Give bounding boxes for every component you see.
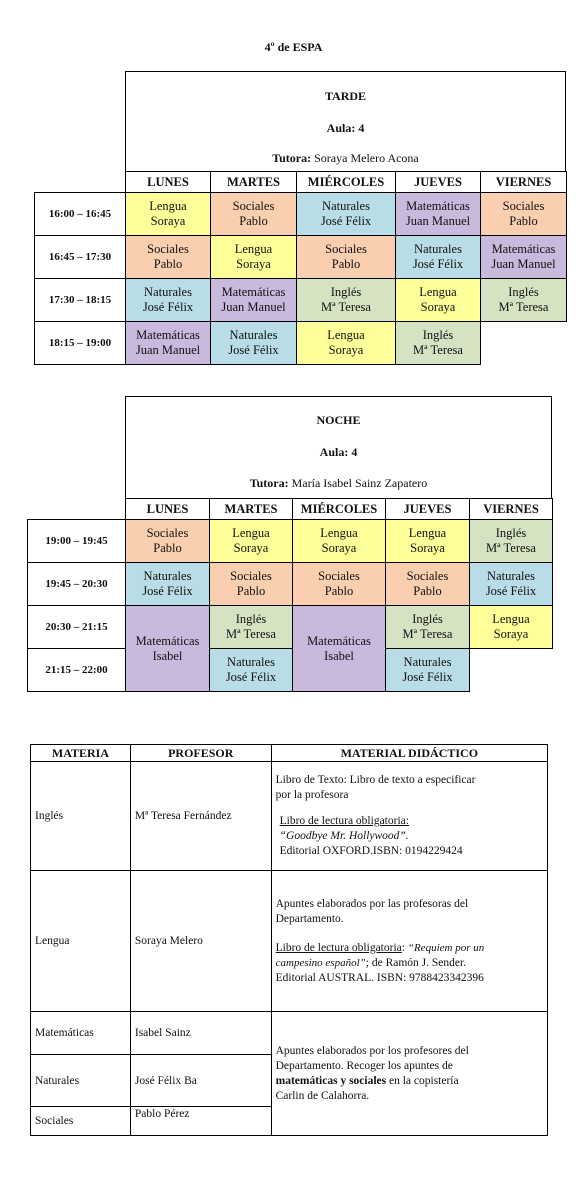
noche-aula: Aula: 4 bbox=[319, 445, 358, 459]
subject-name: Inglés bbox=[508, 285, 539, 299]
material-line: Editorial AUSTRAL. ISBN: 9788423342396 bbox=[275, 971, 484, 984]
class-slot bbox=[385, 605, 470, 649]
class-slot bbox=[125, 605, 210, 692]
class-slot bbox=[395, 278, 481, 322]
class-slot bbox=[296, 278, 396, 322]
day-header: VIERNES bbox=[469, 498, 553, 520]
subject-name: Sociales bbox=[147, 242, 189, 256]
subject-name: Sociales bbox=[230, 569, 272, 583]
class-slot bbox=[480, 278, 567, 322]
subject-name: Inglés bbox=[422, 328, 454, 342]
teacher-cell: Mª Teresa Fernández bbox=[130, 762, 271, 871]
day-header: LUNES bbox=[125, 498, 210, 520]
class-slot bbox=[296, 321, 396, 365]
class-slot bbox=[385, 519, 470, 563]
bold-subjects: matemáticas y sociales bbox=[275, 1074, 387, 1087]
class-slot bbox=[125, 192, 211, 236]
header-profesor: PROFESOR bbox=[130, 745, 271, 762]
material-line: Apuntes elaborados por las profesoras del bbox=[275, 897, 469, 910]
book-title: “Requiem por un bbox=[407, 941, 485, 954]
noche-shift: NOCHE bbox=[316, 413, 361, 427]
class-slot bbox=[480, 235, 567, 279]
subject-name: Naturales bbox=[144, 285, 192, 299]
subject-name: Lengua bbox=[149, 199, 187, 213]
time-slot: 21:15 – 22:00 bbox=[27, 648, 126, 692]
class-slot bbox=[125, 519, 210, 563]
class-slot bbox=[125, 321, 211, 365]
teacher-name: José Félix bbox=[142, 300, 194, 314]
tarde-tutor-label: Tutora: bbox=[272, 151, 312, 165]
reading-line bbox=[276, 941, 543, 956]
class-slot bbox=[385, 562, 470, 606]
subject-name: Inglés bbox=[235, 612, 267, 626]
subject-name: Sociales bbox=[325, 242, 367, 256]
teacher-name: Juan Manuel bbox=[491, 257, 556, 271]
teacher-name: José Félix bbox=[320, 214, 372, 228]
class-slot bbox=[209, 648, 293, 692]
tarde-aula: Aula: 4 bbox=[326, 121, 365, 135]
class-slot bbox=[395, 321, 481, 365]
class-slot bbox=[125, 562, 210, 606]
subject-cell: Sociales bbox=[31, 1107, 131, 1136]
document-title: 4º de ESPA bbox=[264, 40, 323, 54]
teacher-name: José Félix bbox=[228, 343, 279, 357]
book-author: ; de Ramón J. Sender. bbox=[365, 956, 467, 969]
material-cell-shared bbox=[271, 1012, 547, 1136]
subject-name: Naturales bbox=[414, 242, 462, 256]
header-materia: MATERIA bbox=[31, 745, 131, 762]
colon: : bbox=[401, 941, 405, 954]
book-title-cont: campesino español” bbox=[275, 956, 366, 969]
day-header: MARTES bbox=[209, 498, 293, 520]
teacher-name: Mª Teresa bbox=[498, 300, 549, 314]
noche-tutor bbox=[126, 476, 551, 491]
tarde-tutor-name: Soraya Melero Acona bbox=[314, 151, 419, 165]
subject-name: Lengua bbox=[408, 526, 447, 540]
class-slot bbox=[209, 562, 293, 606]
teacher-name: Pablo bbox=[239, 214, 268, 228]
subject-name: Sociales bbox=[318, 569, 360, 583]
teacher-name: Soraya bbox=[420, 300, 456, 314]
day-header: MIÉRCOLES bbox=[296, 171, 396, 193]
teacher-name: Juan Manuel bbox=[135, 343, 201, 357]
noche-header-box bbox=[125, 396, 552, 499]
teacher-name: Mª Teresa bbox=[402, 627, 453, 641]
class-slot bbox=[210, 278, 297, 322]
class-slot bbox=[395, 235, 481, 279]
class-slot bbox=[292, 519, 386, 563]
teacher-name: Pablo bbox=[236, 584, 266, 598]
material-line: Carlin de Calahorra. bbox=[275, 1089, 370, 1102]
day-header: VIERNES bbox=[480, 171, 567, 193]
subject-name: Naturales bbox=[227, 655, 275, 669]
teacher-name: Mª Teresa bbox=[321, 300, 371, 314]
class-slot bbox=[210, 321, 297, 365]
subject-name: Naturales bbox=[322, 199, 370, 213]
subject-name: Lengua bbox=[419, 285, 457, 299]
material-cell bbox=[271, 762, 547, 871]
class-slot bbox=[125, 278, 211, 322]
time-slot: 16:00 – 16:45 bbox=[34, 192, 126, 236]
subject-name: Sociales bbox=[502, 199, 545, 213]
subject-name: Matemáticas bbox=[221, 285, 286, 299]
subject-cell: Lengua bbox=[31, 871, 131, 1012]
subject-name: Inglés bbox=[330, 285, 362, 299]
subject-name: Inglés bbox=[412, 612, 443, 626]
teacher-name: Isabel bbox=[152, 648, 183, 663]
teacher-name: José Félix bbox=[485, 584, 537, 598]
class-slot bbox=[125, 235, 211, 279]
reading-label: Libro de lectura obligatoria: bbox=[279, 815, 409, 827]
teacher-name: Juan Manuel bbox=[405, 214, 471, 228]
class-slot bbox=[210, 235, 297, 279]
book-title: “Goodbye Mr. Hollywood”. bbox=[279, 830, 409, 842]
tarde-header-box bbox=[125, 71, 566, 172]
day-header: JUEVES bbox=[385, 498, 470, 520]
teacher-name: José Félix bbox=[412, 257, 464, 271]
teacher-name: Soraya bbox=[150, 214, 186, 228]
noche-tutor-name: María Isabel Sainz Zapatero bbox=[291, 476, 428, 490]
teacher-name: Soraya bbox=[233, 541, 269, 555]
teacher-cell: José Félix Ba bbox=[130, 1055, 271, 1107]
class-slot bbox=[210, 192, 297, 236]
time-slot: 19:00 – 19:45 bbox=[27, 519, 126, 563]
teacher-name: Pablo bbox=[509, 214, 538, 228]
time-slot: 17:30 – 18:15 bbox=[34, 278, 126, 322]
materials-header-row bbox=[31, 745, 548, 762]
day-header: LUNES bbox=[125, 171, 211, 193]
teacher-name: Soraya bbox=[321, 541, 357, 555]
subject-name: Matemáticas bbox=[406, 199, 470, 213]
table-row bbox=[31, 871, 548, 1012]
class-slot bbox=[292, 605, 386, 692]
class-slot bbox=[296, 192, 396, 236]
day-header: MARTES bbox=[210, 171, 297, 193]
class-slot bbox=[209, 519, 293, 563]
subject-name: Naturales bbox=[403, 655, 452, 669]
table-row bbox=[31, 1012, 548, 1055]
tarde-shift: TARDE bbox=[324, 89, 367, 103]
class-slot bbox=[469, 605, 553, 649]
teacher-name: José Félix bbox=[402, 670, 453, 684]
day-header: JUEVES bbox=[395, 171, 481, 193]
subject-name: Matemáticas bbox=[307, 633, 371, 648]
teacher-name: Mª Teresa bbox=[413, 343, 463, 357]
material-line: en la copistería bbox=[386, 1074, 459, 1087]
teacher-name: Soraya bbox=[410, 541, 445, 555]
teacher-name: Pablo bbox=[153, 257, 183, 271]
subject-name: Lengua bbox=[492, 612, 530, 626]
teacher-name: José Félix bbox=[142, 584, 193, 598]
subject-name: Naturales bbox=[143, 569, 192, 583]
subject-name: Sociales bbox=[406, 569, 449, 583]
teacher-cell: Soraya Melero bbox=[130, 871, 271, 1012]
material-line: Apuntes elaborados por los profesores del bbox=[275, 1044, 469, 1057]
teacher-name: Pablo bbox=[153, 541, 182, 555]
time-slot: 16:45 – 17:30 bbox=[34, 235, 126, 279]
teacher-name: Isabel bbox=[324, 648, 354, 663]
table-row bbox=[31, 762, 548, 871]
material-line: Editorial OXFORD.ISBN: 0194229424 bbox=[279, 845, 463, 857]
materials-table bbox=[30, 744, 548, 1136]
subject-name: Matemáticas bbox=[135, 633, 200, 648]
tarde-tutor bbox=[126, 151, 565, 166]
subject-name: Lengua bbox=[320, 526, 358, 540]
noche-tutor-label: Tutora: bbox=[249, 476, 289, 490]
subject-name: Sociales bbox=[146, 526, 189, 540]
teacher-name: Mª Teresa bbox=[226, 627, 276, 641]
material-line: Departamento. Recoger los apuntes de bbox=[275, 1059, 453, 1072]
class-slot bbox=[469, 519, 553, 563]
teacher-name: Soraya bbox=[236, 257, 271, 271]
material-line: Libro de Texto: Libro de texto a especificar bbox=[275, 774, 476, 786]
material-line: Departamento. bbox=[275, 912, 344, 925]
teacher-name: Soraya bbox=[493, 627, 529, 641]
subject-name: Lengua bbox=[234, 242, 273, 256]
subject-cell: Naturales bbox=[31, 1055, 131, 1107]
class-slot bbox=[469, 562, 553, 606]
teacher-name: Pablo bbox=[331, 257, 361, 271]
subject-name: Sociales bbox=[232, 199, 275, 213]
subject-cell: Inglés bbox=[31, 762, 131, 871]
subject-name: Lengua bbox=[232, 526, 270, 540]
subject-cell: Matemáticas bbox=[31, 1012, 131, 1055]
class-slot bbox=[385, 648, 470, 692]
time-slot: 19:45 – 20:30 bbox=[27, 562, 126, 606]
class-slot bbox=[480, 192, 567, 236]
subject-name: Naturales bbox=[487, 569, 535, 583]
class-slot bbox=[296, 235, 396, 279]
subject-name: Naturales bbox=[229, 328, 278, 342]
teacher-name: Mª Teresa bbox=[486, 541, 536, 555]
class-slot bbox=[292, 562, 386, 606]
teacher-name: José Félix bbox=[225, 670, 277, 684]
teacher-name: Pablo bbox=[413, 584, 442, 598]
teacher-name: Pablo bbox=[324, 584, 354, 598]
subject-name: Lengua bbox=[327, 328, 365, 342]
teacher-cell: Pablo Pérez bbox=[130, 1107, 271, 1136]
material-line: por la profesora bbox=[275, 789, 349, 801]
time-slot: 18:15 – 19:00 bbox=[34, 321, 126, 365]
header-material: MATERIAL DIDÁCTICO bbox=[271, 745, 547, 762]
teacher-name: Soraya bbox=[328, 343, 364, 357]
subject-name: Inglés bbox=[495, 526, 527, 540]
subject-name: Matemáticas bbox=[136, 328, 200, 342]
teacher-name: Juan Manuel bbox=[221, 300, 286, 314]
class-slot bbox=[209, 605, 293, 649]
class-slot bbox=[395, 192, 481, 236]
subject-name: Matemáticas bbox=[491, 242, 556, 256]
teacher-cell: Isabel Sainz bbox=[130, 1012, 271, 1055]
day-header: MIÉRCOLES bbox=[292, 498, 386, 520]
material-cell bbox=[271, 871, 547, 1012]
time-slot: 20:30 – 21:15 bbox=[27, 605, 126, 649]
reading-label: Libro de lectura obligatoria bbox=[275, 941, 402, 954]
